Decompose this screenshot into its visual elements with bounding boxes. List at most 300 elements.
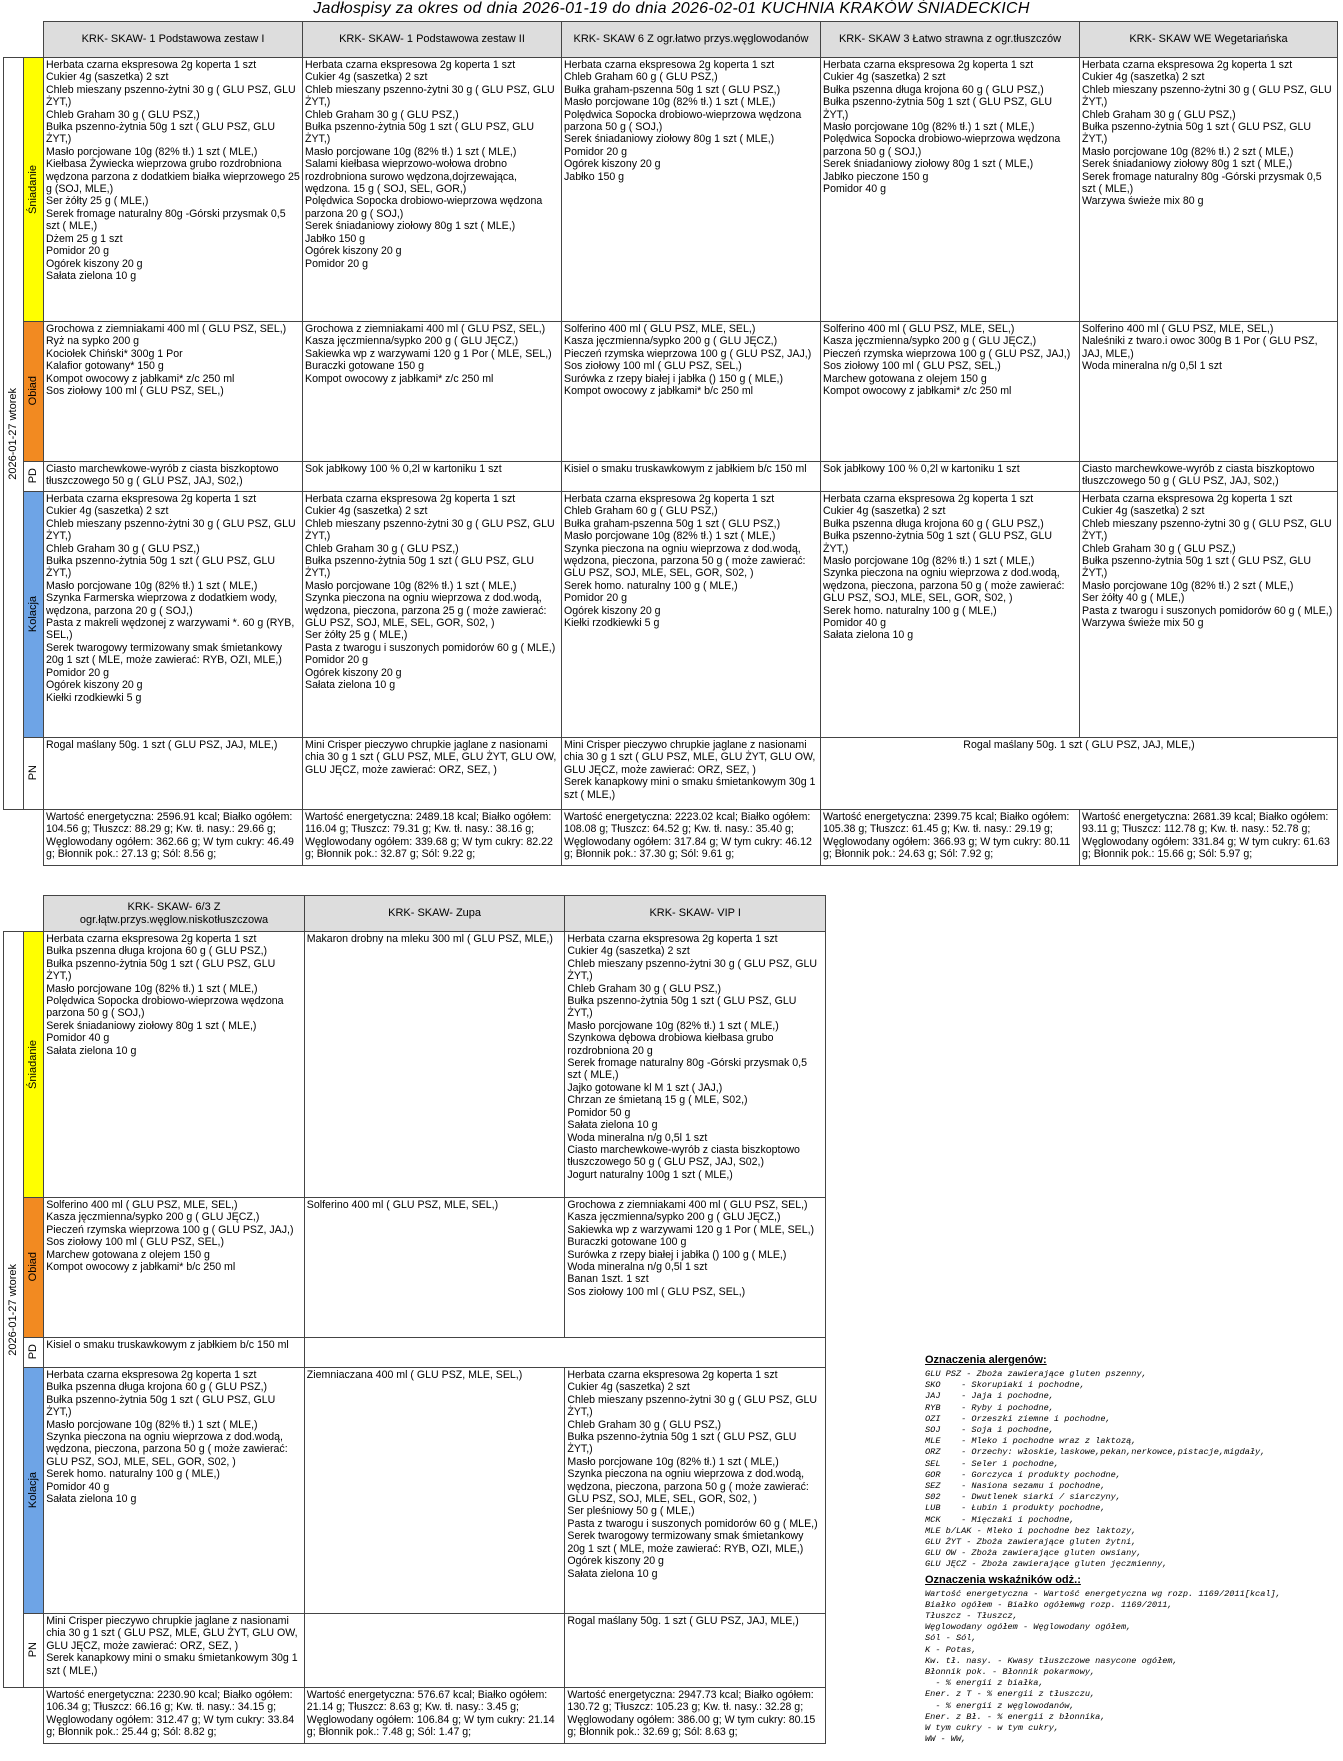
menu-item: Chleb Graham 30 g ( GLU PSZ,) xyxy=(1082,542,1236,555)
menu-item: Bułka pszenno-żytnia 50g 1 szt ( GLU PSZ, GLU ŻYT,) xyxy=(46,121,276,146)
meal-cell xyxy=(562,322,821,462)
menu-item: Kasza jęczmienna/sypko 200 g ( GLU JĘCZ,) xyxy=(305,335,519,348)
menu-item: Woda mineralna n/g 0,5l 1 szt xyxy=(567,1261,708,1274)
meal-label-wrap xyxy=(24,1338,43,1366)
meal-row-ko xyxy=(4,492,1338,738)
menu-item: Chleb Graham 30 g ( GLU PSZ,) xyxy=(567,982,722,995)
menu-item: Kompot owocowy z jabłkami* z/c 250 ml xyxy=(46,372,235,385)
menu-item: Kasza jęczmienna/sypko 200 g ( GLU JĘCZ,) xyxy=(823,335,1037,348)
meal-row-pd xyxy=(4,462,1338,492)
allergen-legend-line: GLU ŻYT - Zboża zawierające gluten żytni, xyxy=(925,1537,1137,1548)
meal-cell xyxy=(565,1198,826,1338)
menu-item: Herbata czarna ekspresowa 2g koperta 1 szt xyxy=(305,59,516,71)
menu-item: Surówka z rzepy białej i jabłka () 150 g ( MLE,) xyxy=(564,372,784,385)
menu-item: Ogórek kiszony 20 g xyxy=(46,679,143,692)
menu-item: Pasta z makreli wędzonej z warzywami *. 60 g (RYB, SEL,) xyxy=(46,617,295,642)
meal-label-cell xyxy=(24,932,44,1198)
meal-cell xyxy=(304,1198,565,1338)
menu-item: Herbata czarna ekspresowa 2g koperta 1 szt xyxy=(46,493,257,505)
meal-cell xyxy=(303,492,562,738)
menu-item: Bułka pszenna długa krojona 60 g ( GLU PSZ,) xyxy=(823,517,1044,530)
menu-item: Cukier 4g (saszetka) 2 szt xyxy=(823,71,946,84)
menu-item: Bułka pszenno-żytnia 50g 1 szt ( GLU PSZ, GLU ŻYT,) xyxy=(305,555,535,580)
meal-cell xyxy=(303,322,562,462)
menu-item: Sałata zielona 10 g xyxy=(823,629,914,642)
menu-item: Solferino 400 ml ( GLU PSZ, MLE, SEL,) xyxy=(46,1199,238,1211)
menu-item: Kompot owocowy z jabłkami* z/c 250 ml xyxy=(823,385,1012,398)
menu-item: Rogal maślany 50g. 1 szt ( GLU PSZ, JAJ, MLE,) xyxy=(963,739,1195,751)
nutrition-values: Wartość energetyczna: 2596.91 kcal; Białko ogółem: 104.56 g; Tłuszcz: 88.29 g; Kw. tł. nasy.: 29.66 g; Węglowodany ogółem: 362.66 g; W tym cukry: 46.49 g; Błonnik pok.: 27.13 g; Sól: 8.56 g; xyxy=(44,810,303,866)
allergen-legend-line: ORZ - Orzechy: włoskie,laskowe,pekan,nerkowce,pistacje,migdały, xyxy=(925,1447,1266,1458)
menu-item: Grochowa z ziemniakami 400 ml ( GLU PSZ, SEL,) xyxy=(305,323,546,335)
meal-cell xyxy=(44,1614,305,1688)
meal-cell xyxy=(1080,322,1338,462)
indicator-legend-line: Białko ogółem - Białko ogółemwg rozp. 1169/2011, xyxy=(925,1599,1173,1610)
menu-item: Herbata czarna ekspresowa 2g koperta 1 szt xyxy=(305,493,516,505)
menu-item: Cukier 4g (saszetka) 2 szt xyxy=(567,945,690,958)
menu-item: Kompot owocowy z jabłkami* b/c 250 ml xyxy=(564,385,754,398)
meal-label: Kolacja xyxy=(27,1471,40,1509)
menu-item: Sok jabłkowy 100 % 0,2l w kartoniku 1 szt xyxy=(823,463,1020,475)
indicator-legend-line: - % energii z węglowodanów, xyxy=(925,1700,1075,1711)
meal-row-ko xyxy=(4,1368,826,1614)
menu-item: Ogórek kiszony 20 g xyxy=(305,666,402,679)
corner-blank xyxy=(4,896,44,932)
menu-item: Cukier 4g (saszetka) 2 szt xyxy=(46,505,169,518)
menu-item: Solferino 400 ml ( GLU PSZ, MLE, SEL,) xyxy=(823,323,1015,335)
meal-label-cell xyxy=(24,322,44,462)
allergen-legend-line: RYB - Ryby i pochodne, xyxy=(925,1402,1054,1413)
menu-item: Solferino 400 ml ( GLU PSZ, MLE, SEL,) xyxy=(1082,323,1274,335)
menu-item: Chleb mieszany pszenno-żytni 30 g ( GLU PSZ, GLU ŻYT,) xyxy=(305,517,555,543)
menu-item: Chleb Graham 60 g ( GLU PSZ,) xyxy=(564,71,718,84)
meal-label: PD xyxy=(27,468,40,484)
meal-label: Śniadanie xyxy=(27,1039,40,1089)
menu-item: Serek homo. naturalny 100 g ( MLE,) xyxy=(46,1468,220,1481)
meal-label-cell xyxy=(24,58,44,322)
menu-item: Chleb Graham 30 g ( GLU PSZ,) xyxy=(1082,108,1236,121)
nutrition-row xyxy=(4,810,1338,866)
meal-cell xyxy=(1080,492,1338,738)
menu-item: Szynka Farmerska wieprzowa z dodatkiem wody, wędzona, parzona 20 g ( SOJ,) xyxy=(46,592,278,617)
menu-item: Bułka pszenna długa krojona 60 g ( GLU PSZ,) xyxy=(46,945,268,958)
menu-item: Buraczki gotowane 150 g xyxy=(305,360,424,373)
menu-item: Bułka pszenno-żytnia 50g 1 szt ( GLU PSZ, GLU ŻYT,) xyxy=(823,96,1053,121)
menu-item: Masło porcjowane 10g (82% tł.) 1 szt ( MLE,) xyxy=(564,96,776,109)
menu-item: Sałata zielona 10 g xyxy=(46,1044,137,1057)
meal-label: PN xyxy=(27,1642,40,1658)
menu-item: Cukier 4g (saszetka) 2 szt xyxy=(305,71,428,84)
menu-item: Sałata zielona 10 g xyxy=(567,1567,658,1580)
header-row xyxy=(4,896,826,932)
menu-item: Naleśniki z twaro.i owoc 300g B 1 Por ( GLU PSZ, JAJ, MLE,) xyxy=(1082,335,1318,360)
menu-item: Masło porcjowane 10g (82% tł.) 1 szt ( MLE,) xyxy=(564,530,776,543)
menu-item: Masło porcjowane 10g (82% tł.) 1 szt ( MLE,) xyxy=(823,555,1035,568)
meal-label-cell xyxy=(24,1368,44,1614)
meal-label-cell xyxy=(24,1338,44,1368)
date-label: 2026-01-27 wtorek xyxy=(7,387,20,480)
meal-label-wrap xyxy=(24,58,43,320)
menu-item: Serek twarogowy termizowany smak śmietankowy 20g 1 szt ( MLE, może zawierać: RYB, OZI, MLE,) xyxy=(567,1530,804,1555)
menu-item: Serek fromage naturalny 80g -Górski przysmak 0,5 szt ( MLE,) xyxy=(567,1057,808,1082)
menu-item: Kiełki rzodkiewki 5 g xyxy=(46,691,142,704)
allergen-legend-line: MCK - Mięczaki i pochodne, xyxy=(925,1514,1075,1525)
nutrition-row xyxy=(4,1688,826,1744)
menu-item: Ciasto marchewkowe-wyrób z ciasta biszkoptowo tłuszczowego 50 g ( GLU PSZ, JAJ, S02,) xyxy=(567,1143,800,1169)
menu-item: Chleb mieszany pszenno-żytni 30 g ( GLU PSZ, GLU ŻYT,) xyxy=(46,83,296,109)
allergen-legend-line: MLE - Mleko i pochodne wraz z laktozą, xyxy=(925,1436,1137,1447)
menu-item: Ogórek kiszony 20 g xyxy=(564,604,661,617)
menu-item: Masło porcjowane 10g (82% tł.) 1 szt ( MLE,) xyxy=(46,579,258,592)
menu-item: Serek śniadaniowy ziołowy 80g 1 szt ( MLE,) xyxy=(1082,158,1293,171)
menu-item: Ser pleśniowy 50 g ( MLE,) xyxy=(567,1505,695,1518)
menu-item: Rogal maślany 50g. 1 szt ( GLU PSZ, JAJ, MLE,) xyxy=(46,739,278,751)
meal-label: PD xyxy=(27,1344,40,1360)
menu-item: Kompot owocowy z jabłkami* b/c 250 ml xyxy=(46,1261,236,1274)
menu-item: Chleb mieszany pszenno-żytni 30 g ( GLU PSZ, GLU ŻYT,) xyxy=(567,1393,818,1419)
menu-item: Masło porcjowane 10g (82% tł.) 1 szt ( MLE,) xyxy=(823,121,1035,134)
menu-item: Bułka pszenno-żytnia 50g 1 szt ( GLU PSZ, GLU ŻYT,) xyxy=(1082,555,1312,580)
menu-item: Ogórek kiszony 20 g xyxy=(46,257,143,270)
menu-item: Pomidor 40 g xyxy=(46,1480,110,1493)
menu-item: Pomidor 50 g xyxy=(567,1106,631,1119)
menu-item: Masło porcjowane 10g (82% tł.) 1 szt ( MLE,) xyxy=(46,982,258,995)
menu-item: Pomidor 20 g xyxy=(305,257,369,270)
menu-item: Bułka pszenno-żytnia 50g 1 szt ( GLU PSZ, GLU ŻYT,) xyxy=(46,555,276,580)
meal-row-sn xyxy=(4,932,826,1198)
menu-item: Cukier 4g (saszetka) 2 szt xyxy=(1082,505,1205,518)
meal-cell xyxy=(821,492,1080,738)
meal-cell xyxy=(821,738,1338,810)
meal-cell xyxy=(565,932,826,1198)
menu-item: Chleb Graham 30 g ( GLU PSZ,) xyxy=(567,1418,722,1431)
meal-row-pn xyxy=(4,738,1338,810)
menu-item: Kiełbasa Żywiecka wieprzowa grubo rozdrobniona wędzona parzona z dodatkiem białka wieprzowego 25 g (SOJ, MLE,) xyxy=(46,158,300,196)
meal-cell xyxy=(303,58,562,322)
menu-item: Kociołek Chiński* 300g 1 Por xyxy=(46,347,183,360)
menu-item: Pomidor 20 g xyxy=(564,145,628,158)
allergen-legend-line: GLU OW - Zboża zawierające gluten owsiany, xyxy=(925,1548,1142,1559)
menu-item: Herbata czarna ekspresowa 2g koperta 1 szt xyxy=(823,59,1034,71)
meal-cell xyxy=(304,932,565,1198)
menu-item: Chleb Graham 30 g ( GLU PSZ,) xyxy=(46,108,200,121)
indicator-legend-line: - % energii z białka, xyxy=(925,1678,1044,1689)
menu-item: Sok jabłkowy 100 % 0,2l w kartoniku 1 szt xyxy=(305,463,502,475)
meal-cell xyxy=(562,58,821,322)
meal-cell xyxy=(44,1198,305,1338)
menu-item: Ryż na sypko 200 g xyxy=(46,335,140,348)
menu-item: Serek śniadaniowy ziołowy 80g 1 szt ( MLE,) xyxy=(564,133,775,146)
allergen-legend-list xyxy=(925,1369,1335,1571)
menu-item: Masło porcjowane 10g (82% tł.) 1 szt ( MLE,) xyxy=(46,1418,258,1431)
meal-cell xyxy=(44,738,303,810)
menu-item: Herbata czarna ekspresowa 2g koperta 1 szt xyxy=(567,933,778,945)
meal-label-cell xyxy=(24,1614,44,1688)
menu-item: Rogal maślany 50g. 1 szt ( GLU PSZ, JAJ, MLE,) xyxy=(567,1615,799,1627)
menu-item: Kalafior gotowany* 150 g xyxy=(46,360,164,373)
meal-cell xyxy=(44,932,305,1198)
menu-item: Banan 1szt. 1 szt xyxy=(567,1273,649,1286)
menu-item: Serek twarogowy termizowany smak śmietankowy 20g 1 szt ( MLE, może zawierać: RYB, OZI, MLE,) xyxy=(46,641,283,667)
allergen-legend-line: JAJ - Jaja i pochodne, xyxy=(925,1391,1054,1402)
menu-item: Bułka pszenno-żytnia 50g 1 szt ( GLU PSZ, GLU ŻYT,) xyxy=(567,995,797,1020)
date-label: 2026-01-27 wtorek xyxy=(7,1263,20,1356)
menu-item: Bułka pszenno-żytnia 50g 1 szt ( GLU PSZ, GLU ŻYT,) xyxy=(305,121,535,146)
menu-item: Warzywa świeże mix 50 g xyxy=(1082,617,1204,630)
meal-label: Kolacja xyxy=(27,595,40,633)
diet-header: KRK- SKAW- 1 Podstawowa zestaw II xyxy=(303,22,562,58)
menu-item: Polędwica Sopocka drobiowo-wieprzowa wędzona parzona 50 g ( SOJ,) xyxy=(46,995,284,1020)
allergen-legend-line: GLU PSZ - Zboża zawierające gluten pszenny, xyxy=(925,1369,1147,1379)
meal-label-wrap xyxy=(24,322,43,460)
menu-item: Pieczeń rzymska wieprzowa 100 g ( GLU PSZ, JAJ,) xyxy=(564,347,812,360)
menu-item: Herbata czarna ekspresowa 2g koperta 1 szt xyxy=(1082,493,1293,505)
legend xyxy=(925,1354,1335,1746)
indicator-legend-line: Ener. z T - % energii z tłuszczu, xyxy=(925,1689,1096,1700)
menu-item: Cukier 4g (saszetka) 2 szt xyxy=(46,71,169,84)
menu-item: Pomidor 20 g xyxy=(564,592,628,605)
menu-item: Jogurt naturalny 100g 1 szt ( MLE,) xyxy=(567,1168,733,1181)
allergen-legend-line: SOJ - Soja i pochodne, xyxy=(925,1425,1054,1436)
menu-item: Sos ziołowy 100 ml ( GLU PSZ, SEL,) xyxy=(46,1236,225,1249)
indicator-legend-line: Węglowodany ogółem - Węglowodany ogółem, xyxy=(925,1622,1132,1633)
menu-item: Bułka pszenno-żytnia 50g 1 szt ( GLU PSZ, GLU ŻYT,) xyxy=(1082,121,1312,146)
menu-item: Makaron drobny na mleku 300 ml ( GLU PSZ, MLE,) xyxy=(306,933,553,945)
menu-item: Herbata czarna ekspresowa 2g koperta 1 szt xyxy=(46,933,257,945)
allergen-legend-line: SKO - Skorupiaki i pochodne, xyxy=(925,1380,1085,1391)
menu-item: Cukier 4g (saszetka) 2 szt xyxy=(305,505,428,518)
menu-item: Serek kanapkowy mini o smaku śmietankowym 30g 1 szt ( MLE,) xyxy=(564,776,816,801)
meal-row-pn xyxy=(4,1614,826,1688)
menu-item: Cukier 4g (saszetka) 2 szt xyxy=(1082,71,1205,84)
menu-item: Ciasto marchewkowe-wyrób z ciasta biszkoptowo tłuszczowego 50 g ( GLU PSZ, JAJ, S02,) xyxy=(1082,463,1315,488)
nutrition-values: Wartość energetyczna: 2399.75 kcal; Białko ogółem: 105.38 g; Tłuszcz: 61.45 g; Kw. tł. nasy.: 29.19 g; Węglowodany ogółem: 366.93 g; W tym cukry: 80.11 g; Błonnik pok.: 24.63 g; Sól: 7.92 g; xyxy=(821,810,1080,866)
nutrition-values: Wartość energetyczna: 2223.02 kcal; Białko ogółem: 108.08 g; Tłuszcz: 64.52 g; Kw. tł. nasy.: 35.40 g; Węglowodany ogółem: 317.84 g; W tym cukry: 46.12 g; Błonnik pok.: 37.30 g; Sól: 9.61 g; xyxy=(562,810,821,866)
meal-label-wrap xyxy=(24,1368,43,1612)
meal-label: Obiad xyxy=(27,376,40,406)
nutrition-values: Wartość energetyczna: 2489.18 kcal; Białko ogółem: 116.04 g; Tłuszcz: 79.31 g; Kw. tł. nasy.: 38.16 g; Węglowodany ogółem: 339.68 g; W tym cukry: 82.22 g; Błonnik pok.: 32.87 g; Sól: 9.22 g; xyxy=(303,810,562,866)
meal-label-wrap xyxy=(24,932,43,1196)
allergen-legend-line: S02 - Dwutlenek siarki / siarczyny, xyxy=(925,1492,1121,1503)
diet-header: KRK- SKAW- Zupa xyxy=(304,896,565,932)
menu-item: Kasza jęczmienna/sypko 200 g ( GLU JĘCZ,) xyxy=(564,335,778,348)
diet-header: KRK- SKAW 6 Z ogr.łatwo przys.węglowodanów xyxy=(562,22,821,58)
allergen-legend-line: LUB - Łubin i produkty pochodne, xyxy=(925,1503,1106,1514)
allergen-legend-line: GOR - Gorczyca i produkty pochodne, xyxy=(925,1469,1121,1480)
meal-label: Śniadanie xyxy=(27,164,40,214)
meal-cell xyxy=(562,462,821,492)
menu-item: Chleb mieszany pszenno-żytni 30 g ( GLU PSZ, GLU ŻYT,) xyxy=(567,957,818,983)
menu-item: Bułka pszenna długa krojona 60 g ( GLU PSZ,) xyxy=(46,1381,268,1394)
menu-item: Sałata zielona 10 g xyxy=(46,269,137,282)
meal-cell xyxy=(303,462,562,492)
menu-item: Serek fromage naturalny 80g -Górski przysmak 0,5 szt ( MLE,) xyxy=(46,207,286,233)
allergen-legend-line: GLU JĘCZ - Zboża zawierające gluten jęczmienny, xyxy=(925,1559,1168,1570)
menu-item: Chleb Graham 30 g ( GLU PSZ,) xyxy=(305,542,459,555)
indicator-legend-line: WW - WW, xyxy=(925,1734,967,1745)
nutrition-values: Wartość energetyczna: 576.67 kcal; Białko ogółem: 21.14 g; Tłuszcz: 8.63 g; Kw. tł. nasy.: 3.45 g; Węglowodany ogółem: 106.84 g; W tym cukry: 21.14 g; Błonnik pok.: 7.48 g; Sól: 1.47 g; xyxy=(304,1688,565,1744)
menu-item: Ser żółty 25 g ( MLE,) xyxy=(305,629,408,642)
menu-item: Masło porcjowane 10g (82% tł.) 1 szt ( MLE,) xyxy=(305,579,517,592)
menu-item: Pieczeń rzymska wieprzowa 100 g ( GLU PSZ, JAJ,) xyxy=(46,1223,294,1236)
menu-item: Chleb mieszany pszenno-żytni 30 g ( GLU PSZ, GLU ŻYT,) xyxy=(46,517,296,543)
meal-row-ob xyxy=(4,322,1338,462)
meal-label-cell xyxy=(24,462,44,492)
menu-item: Marchew gotowana z olejem 150 g xyxy=(823,372,987,385)
indicator-legend-line: Sól - Sól, xyxy=(925,1633,977,1644)
diet-header: KRK- SKAW- 6/3 Z ogr.łątw.przys.węglow.niskotłuszczowa xyxy=(44,896,305,932)
menu-item: Szynka pieczona na ogniu wieprzowa z dod.wodą, wędzona, pieczona, parzona 50 g ( może zawierać: GLU PSZ, SOJ, MLE, SEL, GOR, S02, ) xyxy=(823,567,1065,605)
menu-item: Ser żółty 25 g ( MLE,) xyxy=(46,195,149,208)
menu-item: Marchew gotowana z olejem 150 g xyxy=(46,1248,210,1261)
meal-label-wrap xyxy=(24,1614,43,1686)
diet-header: KRK- SKAW WE Wegetariańska xyxy=(1080,22,1338,58)
menu-item: Woda mineralna n/g 0,5l 1 szt xyxy=(1082,360,1222,373)
date-cell xyxy=(4,932,24,1688)
meal-label-wrap xyxy=(24,738,43,808)
menu-item: Chleb mieszany pszenno-żytni 30 g ( GLU PSZ, GLU ŻYT,) xyxy=(1082,517,1332,543)
menu-item: Sos ziołowy 100 ml ( GLU PSZ, SEL,) xyxy=(567,1285,746,1298)
menu-table-1 xyxy=(3,21,1338,866)
menu-table-2 xyxy=(3,895,826,1744)
meal-label-wrap xyxy=(24,1198,43,1336)
meal-row-sn xyxy=(4,58,1338,322)
nutrition-values: Wartość energetyczna: 2947.73 kcal; Białko ogółem: 130.72 g; Tłuszcz: 105.23 g; Kw. tł. nasy.: 32.28 g; Węglowodany ogółem: 386.00 g; W tym cukry: 80.15 g; Błonnik pok.: 32.69 g; Sól: 8.63 g; xyxy=(565,1688,826,1744)
menu-item: Sałata zielona 10 g xyxy=(305,679,396,692)
menu-item: Pomidor 20 g xyxy=(46,666,110,679)
meal-cell xyxy=(821,58,1080,322)
menu-item: Dżem 25 g 1 szt xyxy=(46,232,123,245)
meal-label-cell xyxy=(24,492,44,738)
indicator-legend-line: Ener. z Bł. - % energii z błonnika, xyxy=(925,1711,1106,1722)
meal-cell xyxy=(821,322,1080,462)
menu-item: Bułka pszenna długa krojona 60 g ( GLU PSZ,) xyxy=(823,83,1044,96)
menu-item: Bułka pszenno-żytnia 50g 1 szt ( GLU PSZ, GLU ŻYT,) xyxy=(567,1431,797,1456)
menu-item: Salami kiełbasa wieprzowo-wołowa drobno rozdrobniona surowo wędzona,dojrzewająca, wędzona. 15 g ( SOJ, SEL, GOR,) xyxy=(305,158,517,196)
menu-item: Mini Crisper pieczywo chrupkie jaglane z nasionami chia 30 g 1 szt ( GLU PSZ, MLE, GLU ŻYT, GLU OW, GLU JĘCZ, może zawierać: ORZ, SEZ, ) xyxy=(305,739,557,776)
meal-cell xyxy=(44,58,303,322)
menu-item: Serek homo. naturalny 100 g ( MLE,) xyxy=(823,604,997,617)
menu-item: Szynka pieczona na ogniu wieprzowa z dod.wodą, wędzona, pieczona, parzona 25 g ( może zawierać: GLU PSZ, SOJ, MLE, SEL, GOR, S02, ) xyxy=(305,592,547,630)
menu-item: Bułka pszenno-żytnia 50g 1 szt ( GLU PSZ, GLU ŻYT,) xyxy=(46,957,276,983)
menu-item: Mini Crisper pieczywo chrupkie jaglane z nasionami chia 30 g 1 szt ( GLU PSZ, MLE, GLU ŻYT, GLU OW, GLU JĘCZ, może zawierać: ORZ, SEZ, ) xyxy=(46,1615,298,1652)
menu-item: Szynka pieczona na ogniu wieprzowa z dod.wodą, wędzona, pieczona, parzona 50 g ( może zawierać: GLU PSZ, SOJ, MLE, SEL, GOR, S02, ) xyxy=(46,1431,288,1468)
menu-item: Jabłko 150 g xyxy=(305,232,366,245)
menu-item: Kompot owocowy z jabłkami* z/c 250 ml xyxy=(305,372,494,385)
menu-item: Serek śniadaniowy ziołowy 80g 1 szt ( MLE,) xyxy=(305,220,516,233)
indicator-legend-line: W tym cukry - w tym cukry, xyxy=(925,1723,1060,1734)
nutrition-blank xyxy=(4,810,24,866)
diet-header: KRK- SKAW- 1 Podstawowa zestaw I xyxy=(44,22,303,58)
menu-item: Pasta z twarogu i suszonych pomidorów 60 g ( MLE,) xyxy=(1082,604,1333,617)
menu-item: Ogórek kiszony 20 g xyxy=(305,245,402,258)
header-row xyxy=(4,22,1338,58)
menu-item: Surówka z rzepy białej i jabłka () 100 g ( MLE,) xyxy=(567,1248,787,1261)
menu-item: Herbata czarna ekspresowa 2g koperta 1 szt xyxy=(567,1369,778,1381)
menu-item: Jabłko 150 g xyxy=(564,170,625,183)
menu-item: Pomidor 20 g xyxy=(305,654,369,667)
table1-grid xyxy=(3,21,1338,866)
menu-item: Szynkowa dębowa drobiowa kiełbasa grubo rozdrobniona 20 g xyxy=(567,1032,774,1057)
meal-cell xyxy=(562,738,821,810)
menu-item: Cukier 4g (saszetka) 2 szt xyxy=(823,505,946,518)
menu-item: Masło porcjowane 10g (82% tł.) 1 szt ( MLE,) xyxy=(46,145,258,158)
meal-cell xyxy=(44,1368,305,1614)
meal-row-pd xyxy=(4,1338,826,1368)
menu-item: Kisiel o smaku truskawkowym z jabłkiem b/c 150 ml xyxy=(46,1339,289,1351)
menu-item: Serek śniadaniowy ziołowy 80g 1 szt ( MLE,) xyxy=(46,1019,257,1032)
menu-item: Masło porcjowane 10g (82% tł.) 1 szt ( MLE,) xyxy=(305,145,517,158)
allergen-legend-line: OZI - Orzeszki ziemne i pochodne, xyxy=(925,1413,1111,1424)
menu-item: Ogórek kiszony 20 g xyxy=(564,158,661,171)
menu-item: Masło porcjowane 10g (82% tł.) 2 szt ( MLE,) xyxy=(1082,579,1294,592)
menu-item: Pieczeń rzymska wieprzowa 100 g ( GLU PSZ, JAJ,) xyxy=(823,347,1071,360)
menu-item: Pasta z twarogu i suszonych pomidorów 60 g ( MLE,) xyxy=(305,641,556,654)
indicator-legend-list xyxy=(925,1589,1335,1746)
meal-cell xyxy=(44,1338,305,1368)
menu-item: Kasza jęczmienna/sypko 200 g ( GLU JĘCZ,) xyxy=(567,1211,781,1224)
menu-item: Bułka pszenno-żytnia 50g 1 szt ( GLU PSZ, GLU ŻYT,) xyxy=(46,1393,276,1419)
meal-cell xyxy=(304,1614,565,1688)
meal-cell xyxy=(565,1368,826,1614)
allergen-legend-line: SEL - Seler i pochodne, xyxy=(925,1458,1060,1469)
nutrition-blank xyxy=(4,1688,24,1744)
menu-item: Ziemniaczana 400 ml ( GLU PSZ, MLE, SEL,) xyxy=(306,1369,523,1381)
menu-item: Chleb Graham 30 g ( GLU PSZ,) xyxy=(305,108,459,121)
indicator-legend-line: Kw. tł. nasy. - Kwasy tłuszczowe nasycone ogółem, xyxy=(925,1655,1178,1666)
nutrition-blank xyxy=(24,810,44,866)
menu-item: Chrzan ze śmietaną 15 g ( MLE, S02,) xyxy=(567,1094,748,1107)
meal-label-cell xyxy=(24,738,44,810)
menu-item: Herbata czarna ekspresowa 2g koperta 1 szt xyxy=(1082,59,1293,71)
date-cell xyxy=(4,58,24,810)
menu-item: Sałata zielona 10 g xyxy=(46,1493,137,1506)
indicator-legend-title: Oznaczenia wskaźników odż.: xyxy=(925,1573,1081,1586)
menu-item: Jajko gotowane kl M 1 szt ( JAJ,) xyxy=(567,1081,723,1094)
menu-item: Pomidor 40 g xyxy=(46,1032,110,1045)
menu-item: Woda mineralna n/g 0,5l 1 szt xyxy=(567,1131,708,1144)
meal-label-wrap xyxy=(24,462,43,490)
menu-item: Grochowa z ziemniakami 400 ml ( GLU PSZ, SEL,) xyxy=(567,1199,808,1211)
meal-cell xyxy=(821,462,1080,492)
menu-item: Polędwica Sopocka drobiowo-wieprzowa wędzona parzona 50 g ( SOJ,) xyxy=(823,133,1061,158)
menu-item: Bułka graham-pszenna 50g 1 szt ( GLU PSZ,) xyxy=(564,83,781,96)
menu-item: Herbata czarna ekspresowa 2g koperta 1 szt xyxy=(823,493,1034,505)
menu-item: Sos ziołowy 100 ml ( GLU PSZ, SEL,) xyxy=(823,360,1001,373)
nutrition-blank xyxy=(24,1688,44,1744)
menu-item: Mini Crisper pieczywo chrupkie jaglane z nasionami chia 30 g 1 szt ( GLU PSZ, MLE, GLU ŻYT, GLU OW, GLU JĘCZ, może zawierać: ORZ, SEZ, ) xyxy=(564,739,816,776)
menu-item: Sos ziołowy 100 ml ( GLU PSZ, SEL,) xyxy=(46,385,224,398)
meal-cell xyxy=(1080,462,1338,492)
meal-cell xyxy=(304,1338,825,1368)
menu-item: Serek kanapkowy mini o smaku śmietankowym 30g 1 szt ( MLE,) xyxy=(46,1652,298,1677)
meal-cell xyxy=(1080,58,1338,322)
page-title: Jadłospisy za okres od dnia 2026-01-19 do dnia 2026-02-01 KUCHNIA KRAKÓW ŚNIADECKICH xyxy=(313,0,1030,17)
table2-grid xyxy=(3,895,826,1744)
menu-item: Ogórek kiszony 20 g xyxy=(567,1555,664,1568)
menu-item: Szynka pieczona na ogniu wieprzowa z dod.wodą, wędzona, pieczona, parzona 50 g ( może zawierać: GLU PSZ, SOJ, MLE, SEL, GOR, S02, ) xyxy=(567,1468,809,1506)
menu-item: Sakiewka wp z warzywami 120 g 1 Por ( MLE, SEL,) xyxy=(567,1223,815,1236)
menu-item: Sos ziołowy 100 ml ( GLU PSZ, SEL,) xyxy=(564,360,742,373)
menu-item: Serek śniadaniowy ziołowy 80g 1 szt ( MLE,) xyxy=(823,158,1034,171)
meal-cell xyxy=(44,322,303,462)
menu-item: Grochowa z ziemniakami 400 ml ( GLU PSZ, SEL,) xyxy=(46,323,287,335)
diet-header: KRK- SKAW- VIP I xyxy=(565,896,826,932)
menu-item: Ciasto marchewkowe-wyrób z ciasta biszkoptowo tłuszczowego 50 g ( GLU PSZ, JAJ, S02,) xyxy=(46,463,279,488)
menu-item: Polędwica Sopocka drobiowo-wieprzowa wędzona parzona 50 g ( SOJ,) xyxy=(564,108,802,134)
meal-cell xyxy=(565,1614,826,1688)
menu-item: Polędwica Sopocka drobiowo-wieprzowa wędzona parzona 20 g ( SOJ,) xyxy=(305,195,543,220)
